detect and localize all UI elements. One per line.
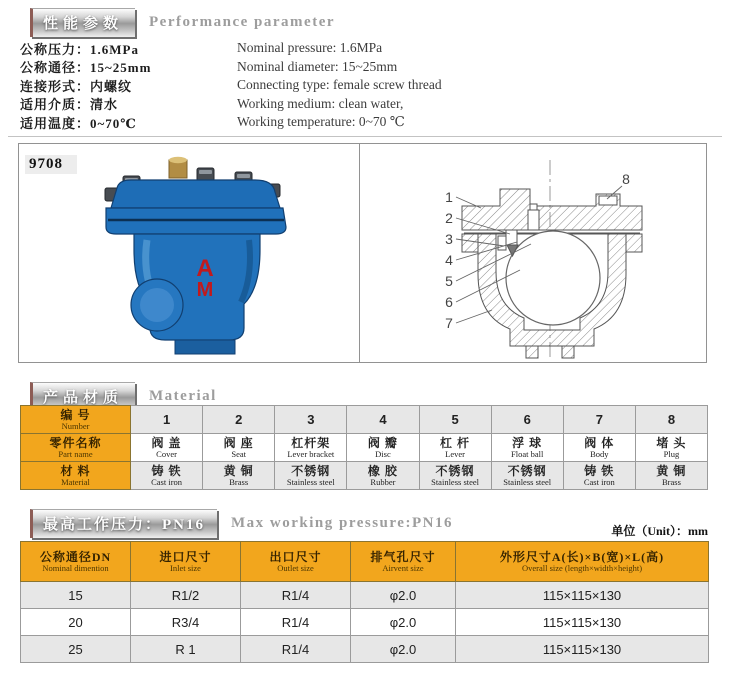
material-table — [20, 405, 708, 490]
part-number-cell: 8 — [635, 406, 707, 434]
dim-header-cell: 排气孔尺寸 Airvent size — [351, 542, 456, 582]
overall-size-cell: 115×115×130 — [456, 582, 709, 609]
material-row-header — [21, 406, 131, 434]
performance-banner: 性能参数 — [30, 8, 135, 37]
material-cell: 橡 胶 Rubber — [347, 462, 419, 490]
spec-row — [20, 39, 715, 58]
inlet-cell: R3/4 — [131, 609, 241, 636]
valve-logo-text-m: M — [196, 279, 214, 301]
callout-number: 1 — [445, 189, 453, 205]
row-header-en: Material — [61, 476, 90, 487]
callout-number: 7 — [445, 315, 453, 331]
float-ball-shape — [506, 231, 600, 325]
part-number-cell: 7 — [563, 406, 635, 434]
outlet-cell: R1/4 — [241, 582, 351, 609]
spec-row — [20, 76, 715, 95]
part-name-cell: 浮 球 Float ball — [491, 434, 563, 462]
material-material-row — [21, 462, 708, 490]
side-port-inner — [140, 288, 174, 322]
part-name-cell: 杠杆架 Lever bracket — [275, 434, 347, 462]
outlet-cell: R1/4 — [241, 636, 351, 663]
callout-number: 8 — [622, 171, 630, 187]
overall-size-cell: 115×115×130 — [456, 636, 709, 663]
row-header-en: Part name — [58, 448, 93, 459]
drawing-panel — [360, 143, 707, 363]
material-cell: 不锈钢 Stainless steel — [491, 462, 563, 490]
dimension-data-row — [21, 636, 709, 663]
material-cell: 不锈钢 Stainless steel — [419, 462, 491, 490]
valve-logo-text-a: A — [196, 255, 214, 282]
part-number-cell: 6 — [491, 406, 563, 434]
material-cell: 黄 铜 Brass — [635, 462, 707, 490]
pressure-banner-en: Max working pressure:PN16 — [231, 515, 453, 531]
airvent-cell: φ2.0 — [351, 582, 456, 609]
material-banner: 产品材质 — [30, 382, 135, 411]
part-number-cell: 2 — [203, 406, 275, 434]
valve-photo-illustration — [77, 152, 312, 360]
spec-label-cn: 连接形式：内螺纹 — [20, 78, 133, 94]
model-badge: 9708 — [25, 155, 77, 174]
inlet-cell: R 1 — [131, 636, 241, 663]
material-cell: 不锈钢 Stainless steel — [275, 462, 347, 490]
spec-label-en: Working medium: clean water, — [237, 95, 404, 111]
row-header-cn: 零件名称 — [49, 435, 102, 450]
brass-vent-icon — [169, 157, 187, 178]
pressure-section-header — [30, 509, 453, 538]
spec-label-en: Nominal pressure: 1.6MPa — [237, 40, 383, 56]
material-cell: 黄 铜 Brass — [203, 462, 275, 490]
performance-spec-list — [20, 39, 715, 132]
spec-label-cn: 公称压力：1.6MPa — [20, 41, 139, 57]
bottom-connection-shape — [175, 340, 235, 354]
material-cell: 铸 铁 Cast iron — [131, 462, 203, 490]
callout-number: 6 — [445, 294, 453, 310]
callout-number: 5 — [445, 273, 453, 289]
dimension-data-row — [21, 609, 709, 636]
part-name-cell: 杠 杆 Lever — [419, 434, 491, 462]
performance-banner-en: Performance parameter — [149, 14, 336, 30]
part-name-cell: 阀 座 Seat — [203, 434, 275, 462]
spec-label-cn: 适用介质：清水 — [20, 97, 119, 113]
section-divider — [8, 136, 722, 137]
performance-section-header — [30, 8, 335, 37]
callout-number: 3 — [445, 231, 453, 247]
flange-ear-left — [462, 234, 478, 252]
part-number-cell: 4 — [347, 406, 419, 434]
valve-cross-section-drawing — [360, 144, 705, 362]
part-name-cell: 阀 体 Body — [563, 434, 635, 462]
dimension-data-row — [21, 582, 709, 609]
part-name-cell: 堵 头 Plug — [635, 434, 707, 462]
spec-label-cn: 适用温度：0~70℃ — [20, 115, 137, 131]
callout-number: 4 — [445, 252, 453, 268]
dim-header-cell: 公称通径DN Nominal dimention — [21, 542, 131, 582]
spec-label-cn: 公称通径：15~25mm — [20, 60, 152, 76]
material-number-row — [21, 406, 708, 434]
material-row-header — [21, 434, 131, 462]
part-name-cell: 阀 瓣 Disc — [347, 434, 419, 462]
cover-plate-shape — [462, 189, 642, 230]
dn-cell: 20 — [21, 609, 131, 636]
airvent-cell: φ2.0 — [351, 636, 456, 663]
pressure-banner: 最高工作压力：PN16 — [30, 509, 217, 538]
valve-cap-shape — [111, 180, 280, 208]
spec-row — [20, 113, 715, 132]
part-name-cell: 阀 盖 Cover — [131, 434, 203, 462]
row-header-cn: 编 号 — [60, 407, 91, 422]
part-number-cell: 3 — [275, 406, 347, 434]
spec-label-en: Working temperature: 0~70 ℃ — [237, 114, 405, 130]
dim-header-cell: 外形尺寸A(长)×B(宽)×L(高) Overall size (length×width×height) — [456, 542, 709, 582]
dimension-table — [20, 541, 709, 663]
material-partname-row — [21, 434, 708, 462]
row-header-en: Number — [61, 420, 90, 431]
part-number-cell: 1 — [131, 406, 203, 434]
row-header-cn: 材 料 — [60, 463, 91, 478]
material-banner-en: Material — [149, 388, 217, 404]
flange-ear-right — [626, 234, 642, 252]
spec-label-en: Connecting type: female screw thread — [237, 77, 442, 93]
stub-wall-right — [562, 346, 574, 358]
dn-cell: 15 — [21, 582, 131, 609]
spec-row — [20, 58, 715, 77]
plug-shape — [599, 196, 617, 205]
dimension-header-row — [21, 542, 709, 582]
product-image-panels — [18, 143, 707, 363]
airvent-cell: φ2.0 — [351, 609, 456, 636]
dim-header-cell: 出口尺寸 Outlet size — [241, 542, 351, 582]
unit-note: 单位（Unit）：mm — [611, 524, 708, 538]
stub-wall-left — [526, 346, 538, 358]
spec-label-en: Nominal diameter: 15~25mm — [237, 58, 398, 74]
product-photo-panel — [18, 143, 360, 363]
callout-number: 2 — [445, 210, 453, 226]
inlet-cell: R1/2 — [131, 582, 241, 609]
spec-row — [20, 95, 715, 114]
dim-header-cell: 进口尺寸 Inlet size — [131, 542, 241, 582]
overall-size-cell: 115×115×130 — [456, 609, 709, 636]
dn-cell: 25 — [21, 636, 131, 663]
outlet-cell: R1/4 — [241, 609, 351, 636]
material-row-header — [21, 462, 131, 490]
part-number-cell: 5 — [419, 406, 491, 434]
material-cell: 铸 铁 Cast iron — [563, 462, 635, 490]
